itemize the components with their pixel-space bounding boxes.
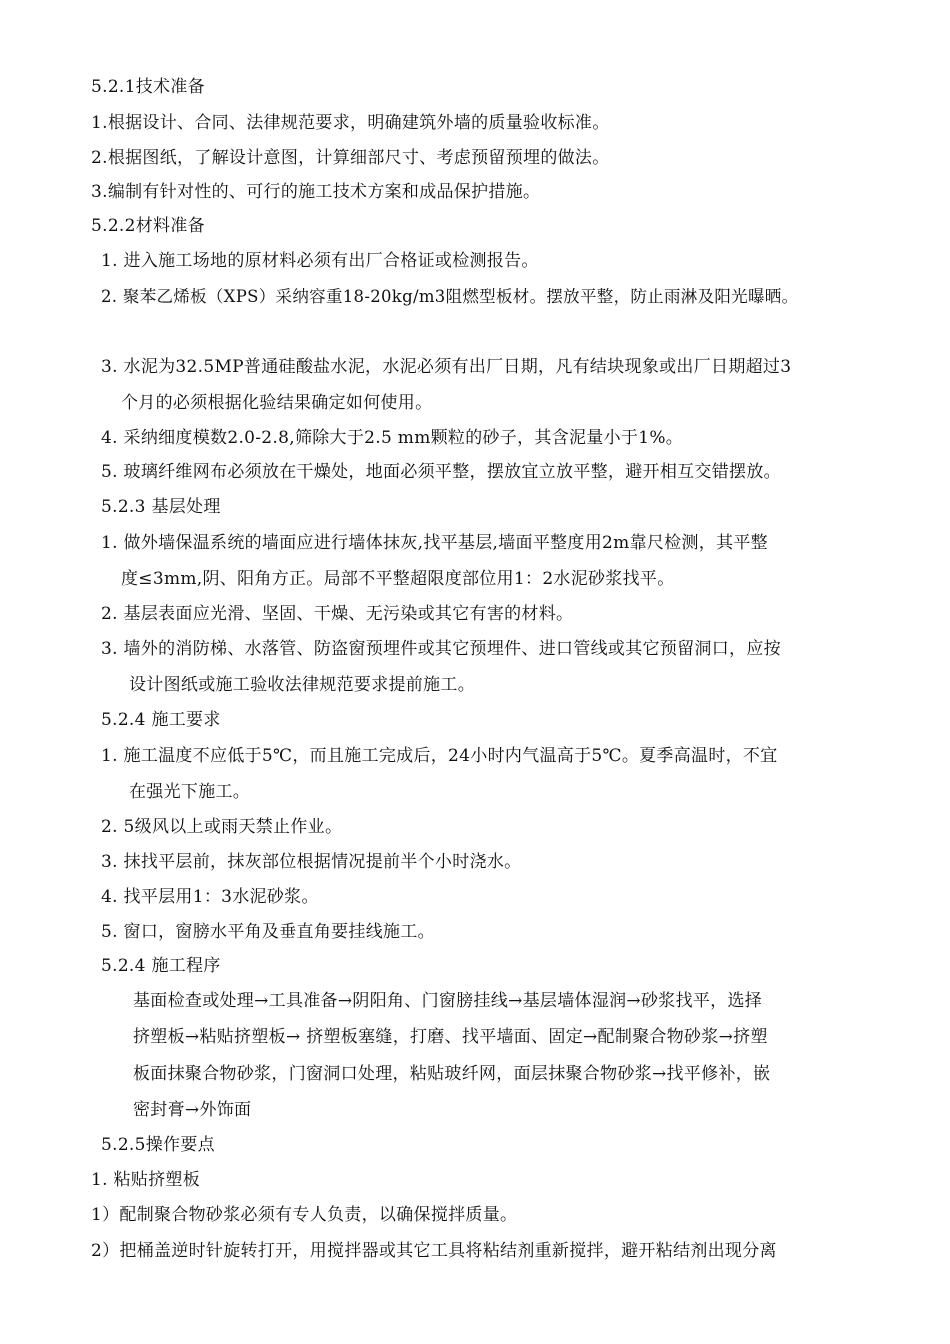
paragraph-line: 3. 抹找平层前，抹灰部位根据情况提前半个小时浇水。 <box>101 852 522 872</box>
paragraph-line: 2. 基层表面应光滑、坚固、干燥、无污染或其它有害的材料。 <box>101 604 574 624</box>
paragraph-line: 3. 墙外的消防梯、水落管、防盗窗预埋件或其它预埋件、进口管线或其它预留洞口，应按 <box>101 639 781 659</box>
heading-5-2-4-procedure: 5.2.4 施工程序 <box>101 956 221 976</box>
paragraph-line: 密封膏→外饰面 <box>133 1100 252 1120</box>
paragraph-line: 2. 5级风以上或雨天禁止作业。 <box>101 817 343 837</box>
paragraph-line: 3.编制有针对性的、可行的施工技术方案和成品保护措施。 <box>91 182 541 202</box>
paragraph-line: 2. 聚苯乙烯板（XPS）采纳容重18-20kg/m3阻燃型板材。摆放平整，防止雨淋及阳光曝晒。 <box>101 287 799 306</box>
paragraph-line: 个月的必须根据化验结果确定如何使用。 <box>121 393 433 413</box>
paragraph-line: 4. 找平层用1：3水泥砂浆。 <box>101 887 319 907</box>
paragraph-line: 板面抹聚合物砂浆，门窗洞口处理，粘贴玻纤网，面层抹聚合物砂浆→找平修补，嵌 <box>133 1064 771 1084</box>
heading-5-2-5: 5.2.5操作要点 <box>101 1135 215 1155</box>
paragraph-line: 1. 做外墙保温系统的墙面应进行墙体抹灰,找平基层,墙面平整度用2m靠尺检测，其平整 <box>101 533 768 553</box>
paragraph-line: 在强光下施工。 <box>129 782 251 802</box>
paragraph-line: 1）配制聚合物砂浆必须有专人负责，以确保搅拌质量。 <box>91 1205 518 1225</box>
paragraph-line: 2）把桶盖逆时针旋转打开，用搅拌器或其它工具将粘结剂重新搅拌，避开粘结剂出现分离 <box>91 1241 777 1261</box>
paragraph-line: 5. 玻璃纤维网布必须放在干燥处，地面必须平整，摆放宜立放平整，避开相互交错摆放。 <box>101 462 781 482</box>
paragraph-line: 设计图纸或施工验收法律规范要求提前施工。 <box>129 675 475 695</box>
paragraph-line: 挤塑板→粘贴挤塑板→ 挤塑板塞缝，打磨、找平墙面、固定→配制聚合物砂浆→挤塑 <box>133 1027 768 1047</box>
heading-5-2-1: 5.2.1技术准备 <box>91 77 205 97</box>
paragraph-line: 3. 水泥为32.5MP普通硅酸盐水泥，水泥必须有出厂日期，凡有结块现象或出厂日期超过3 <box>101 357 792 377</box>
paragraph-line: 基面检查或处理→工具准备→阴阳角、门窗膀挂线→基层墙体湿润→砂浆找平，选择 <box>133 991 763 1011</box>
paragraph-line: 1. 施工温度不应低于5℃，而且施工完成后，24小时内气温高于5℃。夏季高温时，不宜 <box>101 746 778 766</box>
paragraph-line: 4. 采纳细度模数2.0-2.8,筛除大于2.5 mm颗粒的砂子，其含泥量小于1%。 <box>101 428 684 448</box>
paragraph-line: 5. 窗口，窗膀水平角及垂直角要挂线施工。 <box>101 922 435 942</box>
heading-5-2-3: 5.2.3 基层处理 <box>101 497 221 517</box>
paragraph-line: 度≤3mm,阴、阳角方正。局部不平整超限度部位用1：2水泥砂浆找平。 <box>121 569 675 589</box>
heading-5-2-2: 5.2.2材料准备 <box>91 216 205 236</box>
paragraph-line: 1. 粘贴挤塑板 <box>91 1170 201 1190</box>
paragraph-line: 2.根据图纸，了解设计意图，计算细部尺寸、考虑预留预埋的做法。 <box>91 148 610 168</box>
paragraph-line: 1.根据设计、合同、法律规范要求，明确建筑外墙的质量验收标准。 <box>91 113 610 133</box>
paragraph-line: 1. 进入施工场地的原材料必须有出厂合格证或检测报告。 <box>101 251 539 271</box>
heading-5-2-4-requirements: 5.2.4 施工要求 <box>101 710 221 730</box>
